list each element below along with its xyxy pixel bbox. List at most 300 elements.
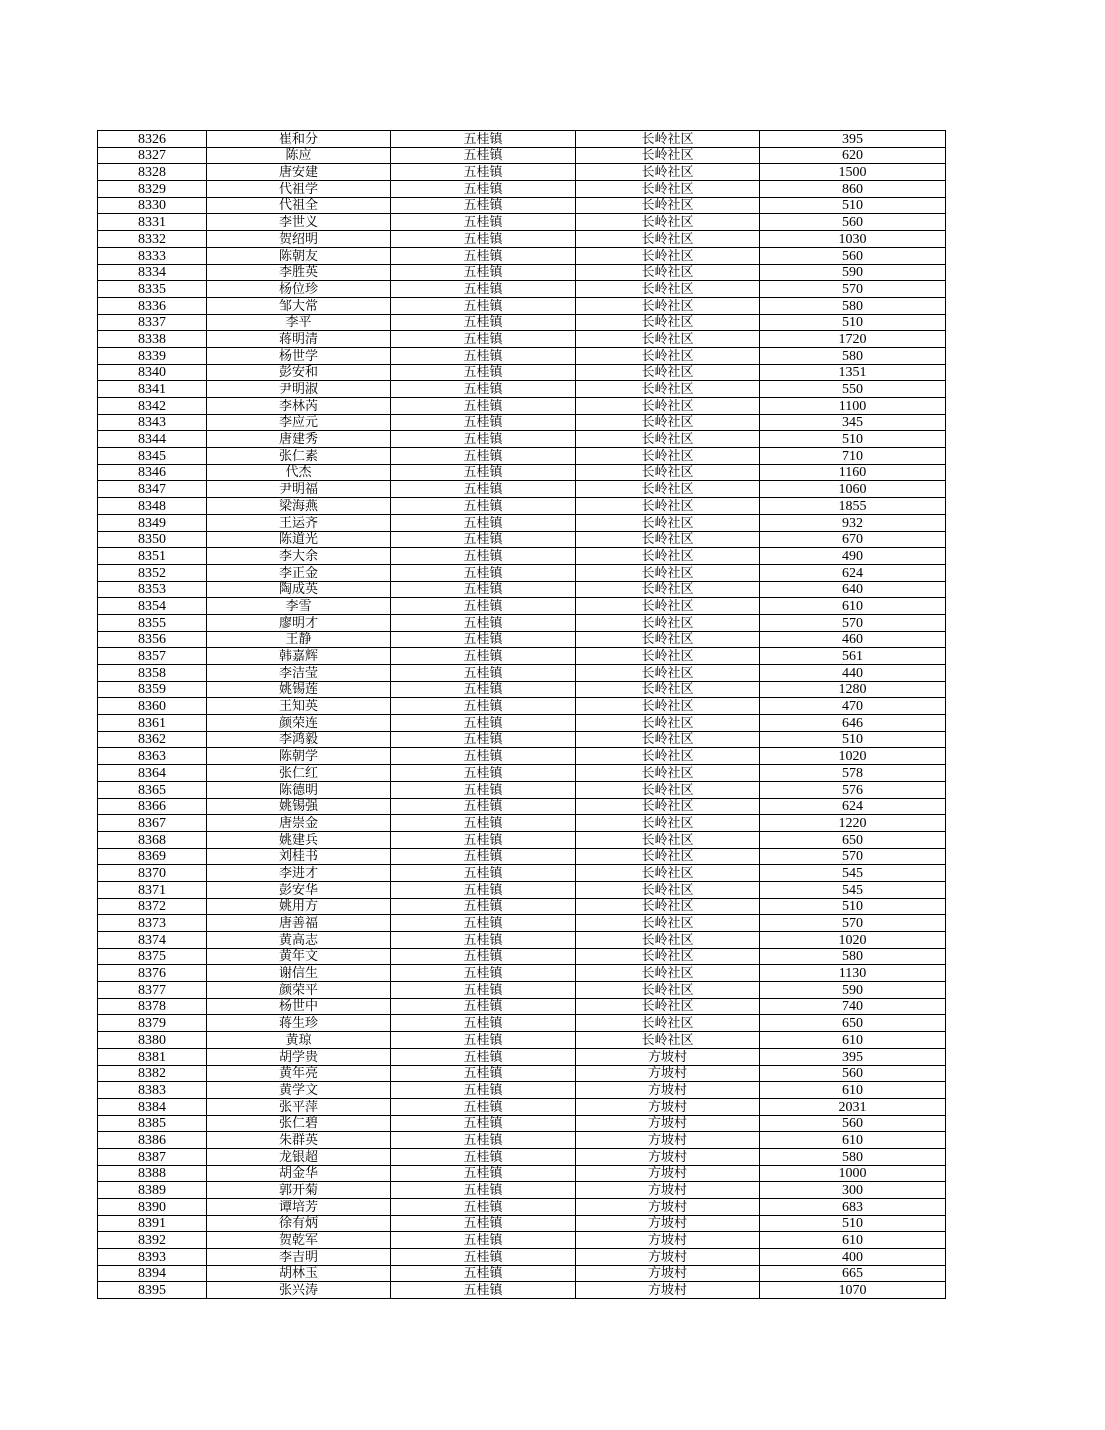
amount-cell: 650	[760, 1015, 946, 1032]
village-cell: 长岭社区	[576, 1015, 760, 1032]
name-cell: 张仁红	[207, 765, 391, 782]
name-cell: 梁海燕	[207, 498, 391, 515]
table-row	[98, 1115, 946, 1132]
table-row	[98, 998, 946, 1015]
town-cell: 五桂镇	[391, 364, 576, 381]
town-cell: 五桂镇	[391, 481, 576, 498]
amount-cell: 1060	[760, 481, 946, 498]
amount-cell: 620	[760, 147, 946, 164]
row-number-cell: 8378	[98, 998, 207, 1015]
town-cell: 五桂镇	[391, 965, 576, 982]
name-cell: 李平	[207, 314, 391, 331]
name-cell: 陶成英	[207, 581, 391, 598]
village-cell: 长岭社区	[576, 948, 760, 965]
table-row	[98, 1048, 946, 1065]
name-cell: 龙银超	[207, 1148, 391, 1165]
name-cell: 姚建兵	[207, 831, 391, 848]
village-cell: 长岭社区	[576, 614, 760, 631]
village-cell: 方坡村	[576, 1199, 760, 1216]
row-number-cell: 8343	[98, 414, 207, 431]
name-cell: 李吉明	[207, 1249, 391, 1266]
village-cell: 长岭社区	[576, 648, 760, 665]
town-cell: 五桂镇	[391, 881, 576, 898]
amount-cell: 610	[760, 1232, 946, 1249]
village-cell: 长岭社区	[576, 181, 760, 198]
name-cell: 李进才	[207, 865, 391, 882]
row-number-cell: 8368	[98, 831, 207, 848]
row-number-cell: 8340	[98, 364, 207, 381]
name-cell: 黄年亮	[207, 1065, 391, 1082]
village-cell: 长岭社区	[576, 748, 760, 765]
row-number-cell: 8386	[98, 1132, 207, 1149]
village-cell: 长岭社区	[576, 431, 760, 448]
name-cell: 彭安和	[207, 364, 391, 381]
table-row	[98, 1182, 946, 1199]
village-cell: 长岭社区	[576, 715, 760, 732]
table-row	[98, 948, 946, 965]
amount-cell: 590	[760, 982, 946, 999]
row-number-cell: 8345	[98, 448, 207, 465]
town-cell: 五桂镇	[391, 1165, 576, 1182]
amount-cell: 1855	[760, 498, 946, 515]
village-cell: 长岭社区	[576, 331, 760, 348]
name-cell: 李大余	[207, 548, 391, 565]
amount-cell: 683	[760, 1199, 946, 1216]
town-cell: 五桂镇	[391, 1182, 576, 1199]
table-row	[98, 347, 946, 364]
row-number-cell: 8382	[98, 1065, 207, 1082]
row-number-cell: 8380	[98, 1032, 207, 1049]
name-cell: 颜荣连	[207, 715, 391, 732]
row-number-cell: 8334	[98, 264, 207, 281]
town-cell: 五桂镇	[391, 448, 576, 465]
amount-cell: 1220	[760, 815, 946, 832]
amount-cell: 610	[760, 1082, 946, 1099]
village-cell: 长岭社区	[576, 414, 760, 431]
name-cell: 陈朝学	[207, 748, 391, 765]
village-cell: 长岭社区	[576, 514, 760, 531]
table-row	[98, 214, 946, 231]
name-cell: 李应元	[207, 414, 391, 431]
village-cell: 长岭社区	[576, 164, 760, 181]
row-number-cell: 8376	[98, 965, 207, 982]
amount-cell: 590	[760, 264, 946, 281]
town-cell: 五桂镇	[391, 1282, 576, 1299]
village-cell: 长岭社区	[576, 364, 760, 381]
amount-cell: 1351	[760, 364, 946, 381]
amount-cell: 510	[760, 314, 946, 331]
row-number-cell: 8375	[98, 948, 207, 965]
table-row	[98, 197, 946, 214]
name-cell: 张仁素	[207, 448, 391, 465]
town-cell: 五桂镇	[391, 765, 576, 782]
row-number-cell: 8365	[98, 781, 207, 798]
name-cell: 李雪	[207, 598, 391, 615]
name-cell: 彭安华	[207, 881, 391, 898]
name-cell: 唐善福	[207, 915, 391, 932]
amount-cell: 610	[760, 1032, 946, 1049]
row-number-cell: 8348	[98, 498, 207, 515]
table-row	[98, 681, 946, 698]
amount-cell: 470	[760, 698, 946, 715]
table-row	[98, 781, 946, 798]
village-cell: 长岭社区	[576, 815, 760, 832]
village-cell: 长岭社区	[576, 231, 760, 248]
village-cell: 长岭社区	[576, 798, 760, 815]
row-number-cell: 8374	[98, 932, 207, 949]
table-row	[98, 531, 946, 548]
village-cell: 长岭社区	[576, 765, 760, 782]
town-cell: 五桂镇	[391, 164, 576, 181]
row-number-cell: 8326	[98, 131, 207, 148]
table-row	[98, 1132, 946, 1149]
name-cell: 朱群英	[207, 1132, 391, 1149]
name-cell: 廖明才	[207, 614, 391, 631]
amount-cell: 580	[760, 1148, 946, 1165]
village-cell: 方坡村	[576, 1065, 760, 1082]
row-number-cell: 8364	[98, 765, 207, 782]
village-cell: 长岭社区	[576, 698, 760, 715]
name-cell: 尹明福	[207, 481, 391, 498]
table-row	[98, 147, 946, 164]
town-cell: 五桂镇	[391, 1115, 576, 1132]
village-cell: 方坡村	[576, 1082, 760, 1099]
record-table	[97, 130, 946, 1299]
town-cell: 五桂镇	[391, 231, 576, 248]
name-cell: 胡学贵	[207, 1048, 391, 1065]
village-cell: 长岭社区	[576, 481, 760, 498]
table-row	[98, 614, 946, 631]
amount-cell: 646	[760, 715, 946, 732]
village-cell: 长岭社区	[576, 848, 760, 865]
amount-cell: 710	[760, 448, 946, 465]
village-cell: 长岭社区	[576, 464, 760, 481]
village-cell: 方坡村	[576, 1265, 760, 1282]
row-number-cell: 8370	[98, 865, 207, 882]
row-number-cell: 8355	[98, 614, 207, 631]
amount-cell: 560	[760, 1065, 946, 1082]
row-number-cell: 8354	[98, 598, 207, 615]
amount-cell: 2031	[760, 1098, 946, 1115]
row-number-cell: 8360	[98, 698, 207, 715]
village-cell: 长岭社区	[576, 281, 760, 298]
amount-cell: 740	[760, 998, 946, 1015]
table-row	[98, 414, 946, 431]
name-cell: 杨世学	[207, 347, 391, 364]
village-cell: 长岭社区	[576, 965, 760, 982]
town-cell: 五桂镇	[391, 498, 576, 515]
name-cell: 李世义	[207, 214, 391, 231]
amount-cell: 570	[760, 848, 946, 865]
table-row	[98, 1249, 946, 1266]
town-cell: 五桂镇	[391, 181, 576, 198]
amount-cell: 300	[760, 1182, 946, 1199]
name-cell: 李林芮	[207, 398, 391, 415]
village-cell: 长岭社区	[576, 631, 760, 648]
town-cell: 五桂镇	[391, 865, 576, 882]
row-number-cell: 8335	[98, 281, 207, 298]
table-row	[98, 331, 946, 348]
town-cell: 五桂镇	[391, 531, 576, 548]
town-cell: 五桂镇	[391, 347, 576, 364]
village-cell: 方坡村	[576, 1249, 760, 1266]
name-cell: 徐有炳	[207, 1215, 391, 1232]
name-cell: 王知英	[207, 698, 391, 715]
village-cell: 长岭社区	[576, 598, 760, 615]
village-cell: 长岭社区	[576, 781, 760, 798]
village-cell: 长岭社区	[576, 347, 760, 364]
table-row	[98, 181, 946, 198]
amount-cell: 1280	[760, 681, 946, 698]
row-number-cell: 8328	[98, 164, 207, 181]
name-cell: 韩嘉辉	[207, 648, 391, 665]
town-cell: 五桂镇	[391, 1232, 576, 1249]
row-number-cell: 8387	[98, 1148, 207, 1165]
name-cell: 张仁碧	[207, 1115, 391, 1132]
amount-cell: 932	[760, 514, 946, 531]
village-cell: 长岭社区	[576, 214, 760, 231]
amount-cell: 610	[760, 598, 946, 615]
table-row	[98, 1199, 946, 1216]
name-cell: 郭开菊	[207, 1182, 391, 1199]
name-cell: 杨位珍	[207, 281, 391, 298]
table-row	[98, 731, 946, 748]
village-cell: 长岭社区	[576, 665, 760, 682]
amount-cell: 624	[760, 564, 946, 581]
row-number-cell: 8351	[98, 548, 207, 565]
row-number-cell: 8339	[98, 347, 207, 364]
table-row	[98, 398, 946, 415]
table-row	[98, 1065, 946, 1082]
town-cell: 五桂镇	[391, 1132, 576, 1149]
amount-cell: 580	[760, 297, 946, 314]
town-cell: 五桂镇	[391, 815, 576, 832]
amount-cell: 545	[760, 881, 946, 898]
town-cell: 五桂镇	[391, 665, 576, 682]
village-cell: 长岭社区	[576, 264, 760, 281]
name-cell: 邹大常	[207, 297, 391, 314]
row-number-cell: 8338	[98, 331, 207, 348]
town-cell: 五桂镇	[391, 781, 576, 798]
village-cell: 方坡村	[576, 1098, 760, 1115]
town-cell: 五桂镇	[391, 1265, 576, 1282]
name-cell: 代杰	[207, 464, 391, 481]
town-cell: 五桂镇	[391, 948, 576, 965]
table-row	[98, 264, 946, 281]
amount-cell: 650	[760, 831, 946, 848]
town-cell: 五桂镇	[391, 614, 576, 631]
village-cell: 长岭社区	[576, 881, 760, 898]
row-number-cell: 8394	[98, 1265, 207, 1282]
village-cell: 方坡村	[576, 1282, 760, 1299]
row-number-cell: 8373	[98, 915, 207, 932]
row-number-cell: 8362	[98, 731, 207, 748]
town-cell: 五桂镇	[391, 514, 576, 531]
amount-cell: 1020	[760, 932, 946, 949]
row-number-cell: 8367	[98, 815, 207, 832]
name-cell: 陈道光	[207, 531, 391, 548]
town-cell: 五桂镇	[391, 581, 576, 598]
town-cell: 五桂镇	[391, 1249, 576, 1266]
town-cell: 五桂镇	[391, 1015, 576, 1032]
amount-cell: 550	[760, 381, 946, 398]
amount-cell: 510	[760, 731, 946, 748]
town-cell: 五桂镇	[391, 131, 576, 148]
table-row	[98, 564, 946, 581]
amount-cell: 580	[760, 347, 946, 364]
table-row	[98, 131, 946, 148]
row-number-cell: 8389	[98, 1182, 207, 1199]
table-row	[98, 748, 946, 765]
amount-cell: 1720	[760, 331, 946, 348]
amount-cell: 560	[760, 247, 946, 264]
name-cell: 张兴涛	[207, 1282, 391, 1299]
town-cell: 五桂镇	[391, 998, 576, 1015]
name-cell: 颜荣平	[207, 982, 391, 999]
table-row	[98, 164, 946, 181]
town-cell: 五桂镇	[391, 548, 576, 565]
name-cell: 蒋生珍	[207, 1015, 391, 1032]
town-cell: 五桂镇	[391, 731, 576, 748]
name-cell: 贺乾军	[207, 1232, 391, 1249]
amount-cell: 570	[760, 915, 946, 932]
name-cell: 黄年文	[207, 948, 391, 965]
row-number-cell: 8352	[98, 564, 207, 581]
amount-cell: 560	[760, 214, 946, 231]
table-row	[98, 965, 946, 982]
name-cell: 唐安建	[207, 164, 391, 181]
table-row	[98, 831, 946, 848]
village-cell: 长岭社区	[576, 998, 760, 1015]
table-row	[98, 1098, 946, 1115]
town-cell: 五桂镇	[391, 197, 576, 214]
amount-cell: 460	[760, 631, 946, 648]
row-number-cell: 8336	[98, 297, 207, 314]
row-number-cell: 8392	[98, 1232, 207, 1249]
name-cell: 代祖学	[207, 181, 391, 198]
amount-cell: 624	[760, 798, 946, 815]
table-row	[98, 247, 946, 264]
table-row	[98, 481, 946, 498]
town-cell: 五桂镇	[391, 1048, 576, 1065]
amount-cell: 510	[760, 1215, 946, 1232]
name-cell: 胡金华	[207, 1165, 391, 1182]
row-number-cell: 8381	[98, 1048, 207, 1065]
amount-cell: 665	[760, 1265, 946, 1282]
name-cell: 姚用方	[207, 898, 391, 915]
village-cell: 长岭社区	[576, 831, 760, 848]
town-cell: 五桂镇	[391, 748, 576, 765]
town-cell: 五桂镇	[391, 281, 576, 298]
town-cell: 五桂镇	[391, 147, 576, 164]
name-cell: 姚锡莲	[207, 681, 391, 698]
table-row	[98, 581, 946, 598]
town-cell: 五桂镇	[391, 564, 576, 581]
amount-cell: 510	[760, 431, 946, 448]
table-row	[98, 1165, 946, 1182]
town-cell: 五桂镇	[391, 381, 576, 398]
amount-cell: 576	[760, 781, 946, 798]
town-cell: 五桂镇	[391, 681, 576, 698]
town-cell: 五桂镇	[391, 414, 576, 431]
table-row	[98, 281, 946, 298]
row-number-cell: 8349	[98, 514, 207, 531]
village-cell: 长岭社区	[576, 448, 760, 465]
town-cell: 五桂镇	[391, 1199, 576, 1216]
row-number-cell: 8366	[98, 798, 207, 815]
village-cell: 长岭社区	[576, 247, 760, 264]
amount-cell: 545	[760, 865, 946, 882]
village-cell: 长岭社区	[576, 398, 760, 415]
name-cell: 陈德明	[207, 781, 391, 798]
name-cell: 黄学文	[207, 1082, 391, 1099]
village-cell: 长岭社区	[576, 915, 760, 932]
town-cell: 五桂镇	[391, 932, 576, 949]
name-cell: 陈朝友	[207, 247, 391, 264]
row-number-cell: 8393	[98, 1249, 207, 1266]
village-cell: 长岭社区	[576, 581, 760, 598]
town-cell: 五桂镇	[391, 314, 576, 331]
village-cell: 方坡村	[576, 1215, 760, 1232]
amount-cell: 345	[760, 414, 946, 431]
row-number-cell: 8344	[98, 431, 207, 448]
row-number-cell: 8356	[98, 631, 207, 648]
table-row	[98, 297, 946, 314]
village-cell: 长岭社区	[576, 1032, 760, 1049]
village-cell: 方坡村	[576, 1148, 760, 1165]
row-number-cell: 8377	[98, 982, 207, 999]
town-cell: 五桂镇	[391, 247, 576, 264]
town-cell: 五桂镇	[391, 848, 576, 865]
amount-cell: 1100	[760, 398, 946, 415]
village-cell: 方坡村	[576, 1182, 760, 1199]
village-cell: 长岭社区	[576, 982, 760, 999]
village-cell: 长岭社区	[576, 381, 760, 398]
name-cell: 谢信生	[207, 965, 391, 982]
town-cell: 五桂镇	[391, 431, 576, 448]
table-row	[98, 231, 946, 248]
name-cell: 王运齐	[207, 514, 391, 531]
row-number-cell: 8350	[98, 531, 207, 548]
row-number-cell: 8388	[98, 1165, 207, 1182]
name-cell: 崔和分	[207, 131, 391, 148]
village-cell: 长岭社区	[576, 531, 760, 548]
village-cell: 长岭社区	[576, 548, 760, 565]
table-row	[98, 1015, 946, 1032]
amount-cell: 1020	[760, 748, 946, 765]
village-cell: 长岭社区	[576, 932, 760, 949]
name-cell: 胡林玉	[207, 1265, 391, 1282]
town-cell: 五桂镇	[391, 631, 576, 648]
amount-cell: 1030	[760, 231, 946, 248]
amount-cell: 640	[760, 581, 946, 598]
town-cell: 五桂镇	[391, 1148, 576, 1165]
row-number-cell: 8330	[98, 197, 207, 214]
row-number-cell: 8357	[98, 648, 207, 665]
village-cell: 长岭社区	[576, 147, 760, 164]
table-row	[98, 815, 946, 832]
name-cell: 李正金	[207, 564, 391, 581]
town-cell: 五桂镇	[391, 598, 576, 615]
amount-cell: 400	[760, 1249, 946, 1266]
table-row	[98, 848, 946, 865]
name-cell: 李鸿毅	[207, 731, 391, 748]
row-number-cell: 8384	[98, 1098, 207, 1115]
row-number-cell: 8329	[98, 181, 207, 198]
amount-cell: 1070	[760, 1282, 946, 1299]
town-cell: 五桂镇	[391, 1098, 576, 1115]
name-cell: 蒋明清	[207, 331, 391, 348]
